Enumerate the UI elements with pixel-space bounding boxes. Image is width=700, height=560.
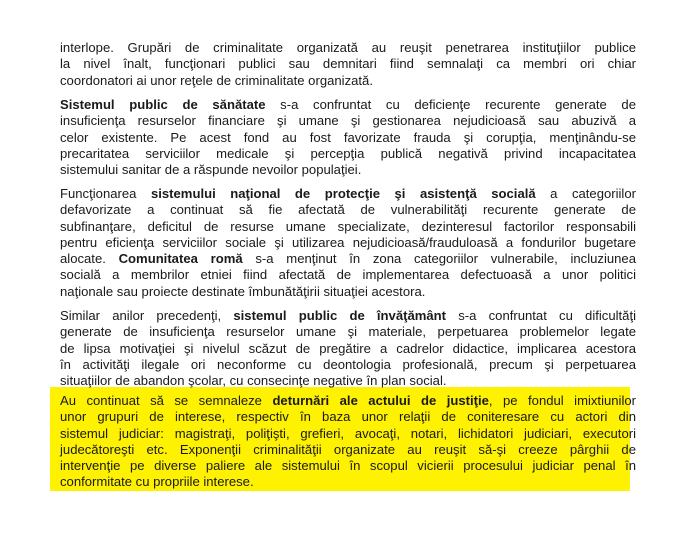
- bold-phrase: deturnări ale actului de justiţie: [272, 393, 489, 408]
- text-run: pentru eficienţa serviciilor sociale şi utilizarea nejudicioasă/frauduloasă a fondurilor bugetare: [60, 234, 636, 250]
- paragraph-justice: [60, 393, 636, 491]
- bold-phrase: Sistemul public de sănătate: [60, 97, 266, 112]
- text-run: Au continuat să se semnaleze: [60, 393, 273, 408]
- text-run: s-a menţinut în zona categoriilor vulnerabile, incluziunea: [242, 251, 636, 267]
- text-run: interlope. Grupări de criminalitate organizată au reuşit penetrarea instituţiilor publice: [60, 40, 636, 55]
- text-line: [60, 186, 636, 202]
- text-line: [60, 235, 636, 251]
- text-line: [60, 426, 636, 442]
- paragraph-education-system: [60, 308, 636, 389]
- text-run: sistemului sanitar de a răspunde nevoilor populaţiei.: [60, 162, 362, 178]
- text-run: s-a confruntat cu dificultăţi: [446, 308, 636, 323]
- text-line: [60, 373, 636, 389]
- text-run: socială a membrilor etniei fiind afectată de implementarea defectuoasă a unor politici: [60, 267, 636, 283]
- bold-phrase: Comunitatea romă: [118, 251, 243, 267]
- text-run: unor grupuri de interese, respectiv în baza unor relaţii de coniteresare cu actori din: [60, 409, 636, 425]
- text-line: [60, 267, 636, 283]
- text-run: , pe fondul imixtiunilor: [488, 393, 637, 408]
- text-line: [60, 56, 636, 72]
- text-line: [60, 409, 636, 425]
- text-run: s-a confruntat cu deficienţe recurente generate de: [265, 97, 636, 112]
- text-run: situaţiilor de abandon şcolar, cu consecinţe negative în plan social.: [60, 373, 447, 389]
- text-run: defavorizate a continuat să fie afectată de vulnerabilităţi recurente generate de: [60, 202, 636, 218]
- text-line: [60, 442, 636, 458]
- paragraph-social-protection: [60, 186, 636, 300]
- text-line: [60, 393, 636, 409]
- text-line: [60, 97, 636, 113]
- text-run: conformitate cu propriile interese.: [60, 474, 254, 490]
- text-line: [60, 357, 636, 373]
- text-line: [60, 458, 636, 474]
- paragraph-health-system: [60, 97, 636, 178]
- text-run: generate de insuficienţa resurselor umane şi materiale, perpetuarea problemelor legate: [60, 324, 636, 340]
- text-line: [60, 202, 636, 218]
- text-run: alocate.: [60, 251, 119, 267]
- text-line: [60, 146, 636, 162]
- text-line: [60, 73, 636, 89]
- text-line: [60, 474, 636, 490]
- text-run: Funcţionarea: [60, 186, 151, 201]
- text-run: celor existente. Pe acest fond au fost favorizate frauda şi corupţia, menţinându-se: [60, 129, 636, 145]
- text-line: [60, 324, 636, 340]
- bold-phrase: sistemul public de învăţământ: [233, 308, 447, 323]
- text-run: Similar anilor precedenţi,: [60, 308, 234, 323]
- text-line: [60, 308, 636, 324]
- text-run: judecătoreşti etc. Exponenţii criminalităţii organizate au reuşit să-şi creeze pârghii de: [60, 441, 636, 457]
- text-run: precaritatea serviciilor medicale şi percepţia publică negativă privind incapacitatea: [60, 145, 636, 161]
- paragraph-organized-crime: [60, 40, 636, 89]
- text-run: subfinanţare, deficitul de resurse umane specializate, dezinteresul factorilor responsabili: [60, 218, 636, 234]
- text-run: în activităţi ilegale ori neconforme cu deontologia profesională, precum şi perpetuarea: [60, 356, 636, 372]
- text-run: de lipsa motivaţiei şi nivelul scăzut de pregătire a cadrelor didactice, implicarea acestora: [60, 340, 636, 356]
- text-run: sistemul judiciar: magistraţi, poliţişti, grefieri, avocaţi, notari, lichidatori judiciari, executori: [60, 425, 636, 441]
- bold-phrase: sistemului naţional de protecţie şi asistenţă socială: [150, 186, 536, 201]
- text-run: intervenţie pe diverse paliere ale sistemului în scopul vicierii procesului judiciar penal în: [60, 458, 636, 474]
- text-run: naţionale sau proiecte destinate îmbunătăţirii situaţiei acestora.: [60, 283, 426, 299]
- text-run: la nivel înalt, funcţionari publici sau demnitari fiind semnalaţi ca membri ori chiar: [60, 56, 636, 72]
- text-line: [60, 284, 636, 300]
- text-line: [60, 40, 636, 56]
- text-line: [60, 113, 636, 129]
- text-line: [60, 251, 636, 267]
- text-run: insuficienţa resurselor financiare şi umane şi gestionarea nejudicioasă sau abuzivă a: [60, 113, 636, 129]
- text-line: [60, 219, 636, 235]
- text-line: [60, 130, 636, 146]
- text-run: coordonatori ai unor reţele de criminalitate organizată.: [60, 72, 373, 88]
- text-line: [60, 162, 636, 178]
- text-line: [60, 341, 636, 357]
- text-run: a categoriilor: [535, 186, 636, 201]
